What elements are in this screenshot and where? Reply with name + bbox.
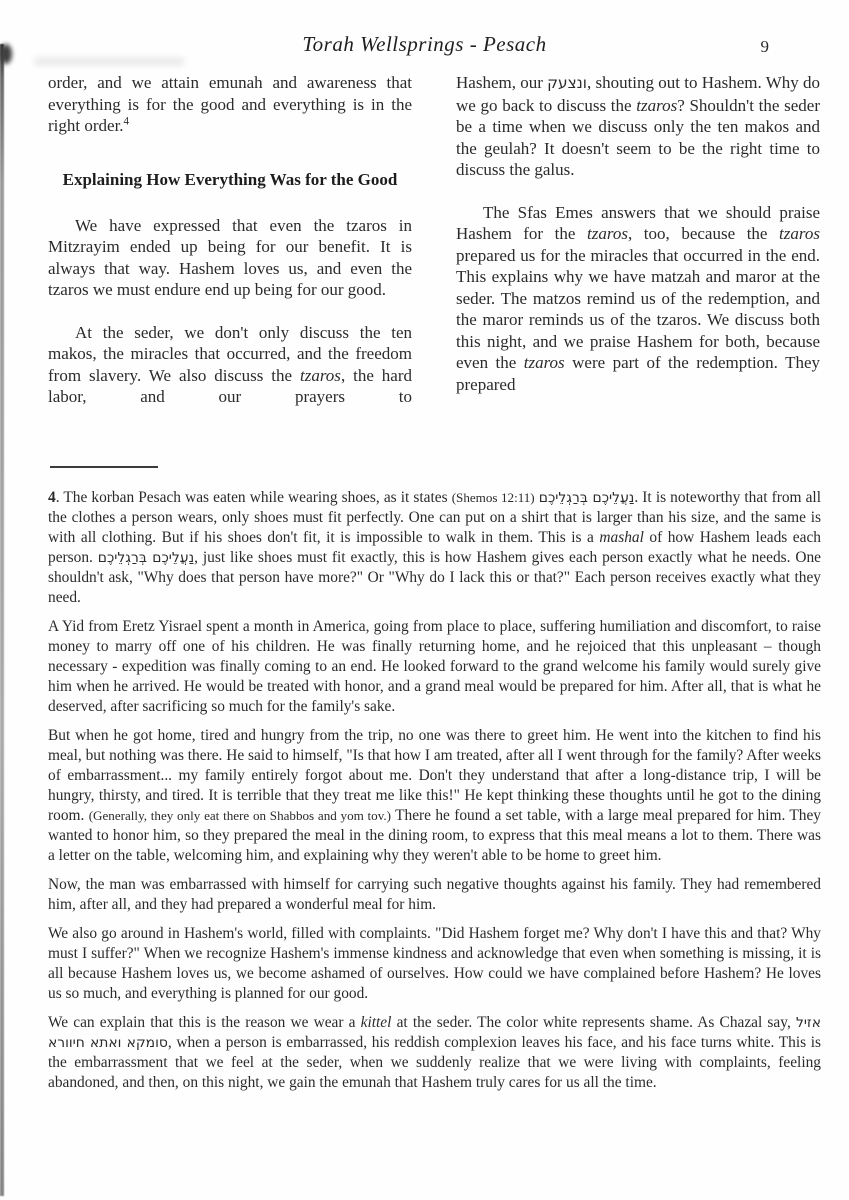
text-run: , when a person is embarrassed, his reddish complexion leaves his face, and his face turns white. This is the embarrassment that we feel at the seder, when we suddenly realize that we were living with complaints, feeling abandoned, and then, on this night, we gain the emunah that Hashem truly cares for us all the time. [48, 1034, 821, 1091]
text-run: (Shemos 12:11) [451, 490, 535, 505]
text-run: were part of the redemption. They prepared [456, 353, 820, 394]
text-run: tzaros [636, 95, 678, 115]
text-run: at the seder. The color white represents shame. As Chazal say, [391, 1014, 796, 1031]
text-run: We can explain that this is the reason we wear a [48, 1014, 361, 1031]
hebrew-text: נַעֲלֵיכֶם בְּרַגְלֵיכֶם [538, 490, 635, 506]
text-run: tzaros [779, 224, 820, 243]
paragraph [48, 617, 821, 717]
right-column [456, 72, 820, 429]
paragraph [48, 215, 412, 301]
text-run: tzaros [587, 224, 628, 243]
text-run: There he found a set table, with a large meal prepared for him. They wanted to honor him, so they prepared the meal in the dining room, to express that this meal means a lot to them. There was a letter on the table, welcoming him, and explaining why they weren't able to be home to greet him. [48, 807, 822, 864]
paragraph [48, 322, 412, 408]
text-run: (Generally, they only eat there on Shabbos and yom tov.) [88, 808, 392, 823]
text-run: prepared us for the miracles that occurred in the end. This explains why we have matzah and maror at the seder. The matzos remind us of the redemption, and the maror reminds us of the tzaros. We discuss both this night, and we praise Hashem for both, because even the [456, 245, 820, 372]
text-run: , the hard labor, and our prayers to [48, 365, 412, 406]
text-run: mashal [599, 529, 644, 546]
text-run: But when he got home, tired and hungry from the trip, no one was there to greet him. He went into the kitchen to find his meal, but nothing was there. He said to himself, "Is that how I am treated, after all I went through for the family? After weeks of embarrassment... my family entirely forgot about me. Don't they understand that after a long-distance trip, I will be hungry, thirsty, and tired. It is terrible that they treat me like this!" He kept thinking these thoughts until he got to the dining room. [48, 727, 822, 824]
footnote-section [48, 466, 821, 1102]
text-run: tzaros [523, 353, 565, 372]
hebrew-text: נַעֲלֵיכֶם בְּרַגְלֵיכֶם [97, 550, 195, 566]
hebrew-text: ונצעק [547, 74, 587, 92]
paragraph [456, 72, 820, 181]
scan-artifact-left-edge [0, 44, 4, 1196]
text-run: 4 [48, 489, 56, 506]
text-run: Hashem, our [456, 73, 548, 92]
text-run: , too, because the [627, 224, 780, 243]
text-run: We have expressed that even the tzaros in Mitzrayim ended up being for our benefit. It is always that way. Hashem loves us, and even the tzaros we must endure end up being for our good. [48, 215, 412, 299]
text-run: A Yid from Eretz Yisrael spent a month in America, going from place to place, suffering humiliation and discomfort, to raise money to marry off one of his children. He was finally returning home, and he rejoiced that this unpleasant – though necessary - expedition was finally coming to an end. He looked forward to the grand welcome his family would surely give him when he arrived. He would be treated with honor, and a grand meal would be prepared for him. After all, that is what he deserved, after sacrificing so much for the family's sake. [48, 618, 821, 715]
text-run: , just like shoes must fit exactly, this is how Hashem gives each person exactly what he needs. One shouldn't ask, "Why does that person have more?" Or "Why do I lack this or that?" Each person receives exactly what they need. [48, 549, 822, 606]
text-run: ? Shouldn't the seder be a time when we discuss only the ten makos and the geulah? It doesn't seem to be the right time to discuss the galus. [456, 95, 820, 179]
page-header [0, 32, 849, 62]
paragraph [48, 726, 821, 866]
hebrew-text: אזיל סומקא ואתא חיוורא [48, 1015, 821, 1051]
text-run: Now, the man was embarrassed with himself for carrying such negative thoughts against his family. They had remembered him, after all, and they had prepared a wonderful meal for him. [48, 876, 821, 913]
footnote-ref: 4 [123, 115, 130, 128]
page-number: 9 [760, 37, 769, 56]
text-run: kittel [360, 1014, 392, 1031]
paragraph [48, 488, 821, 608]
section-heading: Explaining How Everything Was for the Good [62, 169, 398, 189]
text-run: , shouting out to Hashem. Why do we go back to discuss the [456, 73, 820, 115]
paragraph [48, 924, 821, 1004]
left-column [48, 72, 412, 429]
text-run: We also go around in Hashem's world, filled with complaints. "Did Hashem forget me? Why don't I have this and that? Why must I suffer?" When we recognize Hashem's immense kindness and acknowledge that even when something is missing, it is all because Hashem loves us, we become ashamed of ourselves. How could we have complained before Hashem? He loves us so much, and everything is planned for our good. [48, 925, 821, 1002]
text-run: . The korban Pesach was eaten while wearing shoes, as it states [55, 489, 452, 506]
text-run: order, and we attain emunah and awareness that everything is for the good and everything is in the right order. [48, 73, 412, 135]
paragraph [48, 72, 412, 137]
paragraph [48, 1013, 821, 1093]
paragraph [48, 875, 821, 915]
text-run: At the seder, we don't only discuss the ten makos, the miracles that occurred, and the freedom from slavery. We also discuss the [48, 322, 412, 385]
text-run: . It is noteworthy that from all the clothes a person wears, only shoes must fit perfectly. One can put on a shirt that is larger than his size, and the same is with all clothing. But if his shoes don't fit, it is impossible to walk in them. This is a [48, 489, 821, 546]
page-title: Torah Wellsprings - Pesach [302, 32, 547, 56]
text-run: tzaros [299, 365, 341, 385]
paragraph [456, 202, 820, 396]
text-run: of how Hashem leads each person. [48, 529, 821, 566]
text-run: The Sfas Emes answers that we should praise Hashem for the [456, 202, 820, 243]
footnote-paragraphs [48, 488, 821, 1093]
footnote-separator-rule [50, 466, 158, 468]
two-column-body [48, 72, 820, 429]
